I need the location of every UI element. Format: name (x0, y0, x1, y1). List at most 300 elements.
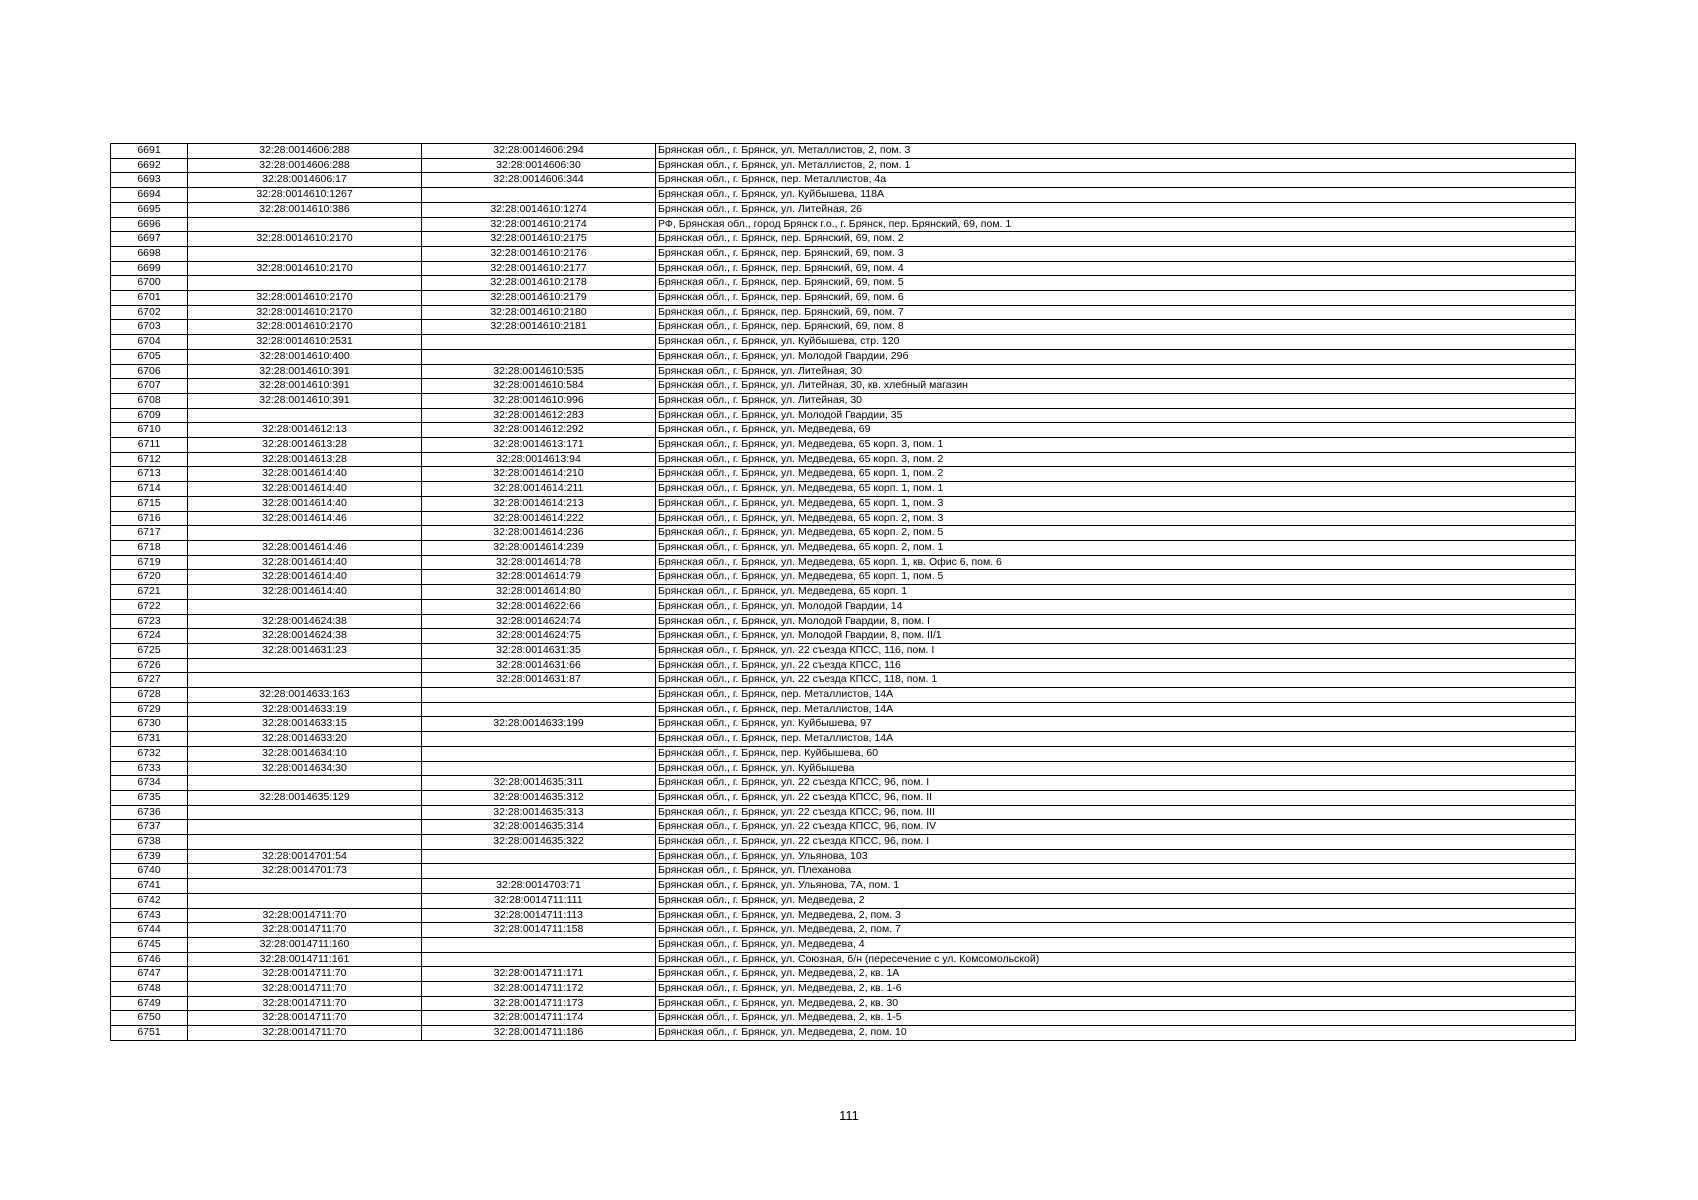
row-index-cell: 6703 (111, 320, 188, 335)
address-cell: Брянская обл., г. Брянск, ул. Куйбышева (656, 761, 1576, 776)
row-index-cell: 6699 (111, 261, 188, 276)
row-index-cell: 6715 (111, 496, 188, 511)
row-index-cell: 6693 (111, 173, 188, 188)
address-cell: Брянская обл., г. Брянск, ул. Медведева, 65 корп. 1, пом. 2 (656, 467, 1576, 482)
land-cadastral-number-cell: 32:28:0014606:17 (188, 173, 422, 188)
table-row (111, 864, 1576, 879)
land-cadastral-number-cell: 32:28:0014633:20 (188, 732, 422, 747)
land-cadastral-number-cell: 32:28:0014610:1267 (188, 188, 422, 203)
row-index-cell: 6738 (111, 835, 188, 850)
row-index-cell: 6745 (111, 937, 188, 952)
object-cadastral-number-cell: 32:28:0014610:2180 (422, 305, 656, 320)
land-cadastral-number-cell: 32:28:0014614:40 (188, 570, 422, 585)
address-cell: Брянская обл., г. Брянск, ул. Медведева, 2, кв. 1-5 (656, 1011, 1576, 1026)
page-number: 111 (839, 1108, 859, 1123)
object-cadastral-number-cell: 32:28:0014606:30 (422, 158, 656, 173)
object-cadastral-number-cell (422, 952, 656, 967)
land-cadastral-number-cell (188, 246, 422, 261)
object-cadastral-number-cell: 32:28:0014631:87 (422, 673, 656, 688)
land-cadastral-number-cell: 32:28:0014612:13 (188, 423, 422, 438)
row-index-cell: 6751 (111, 1026, 188, 1041)
object-cadastral-number-cell: 32:28:0014711:158 (422, 923, 656, 938)
address-cell: Брянская обл., г. Брянск, ул. Медведева, 65 корп. 3, пом. 2 (656, 452, 1576, 467)
object-cadastral-number-cell: 32:28:0014711:173 (422, 996, 656, 1011)
address-cell: Брянская обл., г. Брянск, ул. Медведева, 2, пом. 3 (656, 908, 1576, 923)
row-index-cell: 6728 (111, 688, 188, 703)
address-cell: Брянская обл., г. Брянск, пер. Металлистов, 14А (656, 688, 1576, 703)
address-cell: Брянская обл., г. Брянск, пер. Брянский, 69, пом. 2 (656, 232, 1576, 247)
table-row (111, 673, 1576, 688)
row-index-cell: 6727 (111, 673, 188, 688)
address-cell: Брянская обл., г. Брянск, ул. Литейная, 26 (656, 202, 1576, 217)
land-cadastral-number-cell (188, 599, 422, 614)
row-index-cell: 6731 (111, 732, 188, 747)
land-cadastral-number-cell: 32:28:0014634:30 (188, 761, 422, 776)
address-cell: Брянская обл., г. Брянск, ул. 22 съезда КПСС, 96, пом. IV (656, 820, 1576, 835)
row-index-cell: 6713 (111, 467, 188, 482)
land-cadastral-number-cell: 32:28:0014701:54 (188, 849, 422, 864)
table-row (111, 996, 1576, 1011)
address-cell: Брянская обл., г. Брянск, ул. Молодой Гвардии, 8, пом. II/1 (656, 629, 1576, 644)
table-row (111, 923, 1576, 938)
address-cell: Брянская обл., г. Брянск, ул. Медведева, 2, кв. 30 (656, 996, 1576, 1011)
table-row (111, 599, 1576, 614)
land-cadastral-number-cell: 32:28:0014711:70 (188, 923, 422, 938)
row-index-cell: 6704 (111, 335, 188, 350)
land-cadastral-number-cell: 32:28:0014624:38 (188, 629, 422, 644)
row-index-cell: 6707 (111, 379, 188, 394)
land-cadastral-number-cell (188, 408, 422, 423)
object-cadastral-number-cell (422, 849, 656, 864)
table-row (111, 805, 1576, 820)
address-cell: Брянская обл., г. Брянск, ул. Медведева, 65 корп. 1, кв. Офис 6, пом. 6 (656, 555, 1576, 570)
land-cadastral-number-cell: 32:28:0014610:400 (188, 349, 422, 364)
land-cadastral-number-cell: 32:28:0014711:70 (188, 967, 422, 982)
table-row (111, 1026, 1576, 1041)
row-index-cell: 6692 (111, 158, 188, 173)
address-cell: РФ, Брянская обл., город Брянск г.о., г. Брянск, пер. Брянский, 69, пом. 1 (656, 217, 1576, 232)
object-cadastral-number-cell: 32:28:0014635:311 (422, 776, 656, 791)
land-cadastral-number-cell: 32:28:0014711:161 (188, 952, 422, 967)
row-index-cell: 6736 (111, 805, 188, 820)
land-cadastral-number-cell: 32:28:0014634:10 (188, 746, 422, 761)
row-index-cell: 6710 (111, 423, 188, 438)
land-cadastral-number-cell: 32:28:0014711:70 (188, 982, 422, 997)
address-cell: Брянская обл., г. Брянск, пер. Брянский, 69, пом. 6 (656, 291, 1576, 306)
land-cadastral-number-cell (188, 893, 422, 908)
object-cadastral-number-cell: 32:28:0014711:186 (422, 1026, 656, 1041)
table-row (111, 173, 1576, 188)
row-index-cell: 6711 (111, 438, 188, 453)
land-cadastral-number-cell (188, 805, 422, 820)
row-index-cell: 6743 (111, 908, 188, 923)
object-cadastral-number-cell: 32:28:0014614:78 (422, 555, 656, 570)
address-cell: Брянская обл., г. Брянск, ул. Куйбышева, стр. 120 (656, 335, 1576, 350)
address-cell: Брянская обл., г. Брянск, ул. Медведева, 2, пом. 10 (656, 1026, 1576, 1041)
object-cadastral-number-cell (422, 335, 656, 350)
table-row (111, 570, 1576, 585)
object-cadastral-number-cell (422, 746, 656, 761)
object-cadastral-number-cell: 32:28:0014612:283 (422, 408, 656, 423)
table-row (111, 688, 1576, 703)
row-index-cell: 6716 (111, 511, 188, 526)
object-cadastral-number-cell: 32:28:0014610:2175 (422, 232, 656, 247)
land-cadastral-number-cell: 32:28:0014614:40 (188, 467, 422, 482)
address-cell: Брянская обл., г. Брянск, ул. 22 съезда КПСС, 96, пом. I (656, 776, 1576, 791)
object-cadastral-number-cell: 32:28:0014631:35 (422, 643, 656, 658)
table-row (111, 702, 1576, 717)
land-cadastral-number-cell: 32:28:0014610:2170 (188, 261, 422, 276)
land-cadastral-number-cell: 32:28:0014631:23 (188, 643, 422, 658)
row-index-cell: 6746 (111, 952, 188, 967)
row-index-cell: 6719 (111, 555, 188, 570)
address-cell: Брянская обл., г. Брянск, ул. Ульянова, 103 (656, 849, 1576, 864)
land-cadastral-number-cell (188, 526, 422, 541)
object-cadastral-number-cell: 32:28:0014612:292 (422, 423, 656, 438)
table-row (111, 629, 1576, 644)
object-cadastral-number-cell: 32:28:0014631:66 (422, 658, 656, 673)
row-index-cell: 6709 (111, 408, 188, 423)
row-index-cell: 6729 (111, 702, 188, 717)
object-cadastral-number-cell: 32:28:0014635:313 (422, 805, 656, 820)
address-cell: Брянская обл., г. Брянск, ул. Металлистов, 2, пом. 1 (656, 158, 1576, 173)
address-cell: Брянская обл., г. Брянск, ул. Союзная, б/н (пересечение с ул. Комсомольской) (656, 952, 1576, 967)
object-cadastral-number-cell: 32:28:0014610:535 (422, 364, 656, 379)
table-row (111, 614, 1576, 629)
table-row (111, 526, 1576, 541)
address-cell: Брянская обл., г. Брянск, ул. Литейная, 30 (656, 393, 1576, 408)
row-index-cell: 6722 (111, 599, 188, 614)
table-row (111, 790, 1576, 805)
table-row (111, 820, 1576, 835)
object-cadastral-number-cell: 32:28:0014624:74 (422, 614, 656, 629)
row-index-cell: 6730 (111, 717, 188, 732)
object-cadastral-number-cell: 32:28:0014635:312 (422, 790, 656, 805)
object-cadastral-number-cell: 32:28:0014614:211 (422, 482, 656, 497)
address-cell: Брянская обл., г. Брянск, ул. Медведева, 2, пом. 7 (656, 923, 1576, 938)
row-index-cell: 6696 (111, 217, 188, 232)
table-row (111, 746, 1576, 761)
table-row (111, 379, 1576, 394)
address-cell: Брянская обл., г. Брянск, пер. Куйбышева, 60 (656, 746, 1576, 761)
object-cadastral-number-cell: 32:28:0014610:2177 (422, 261, 656, 276)
address-cell: Брянская обл., г. Брянск, ул. Медведева, 65 корп. 1, пом. 5 (656, 570, 1576, 585)
row-index-cell: 6742 (111, 893, 188, 908)
land-cadastral-number-cell (188, 658, 422, 673)
object-cadastral-number-cell (422, 349, 656, 364)
land-cadastral-number-cell: 32:28:0014711:70 (188, 908, 422, 923)
land-cadastral-number-cell: 32:28:0014633:19 (188, 702, 422, 717)
table-row (111, 952, 1576, 967)
table-row (111, 349, 1576, 364)
table-row (111, 585, 1576, 600)
address-cell: Брянская обл., г. Брянск, ул. Медведева, 2, кв. 1А (656, 967, 1576, 982)
table-row (111, 320, 1576, 335)
row-index-cell: 6725 (111, 643, 188, 658)
land-cadastral-number-cell: 32:28:0014614:40 (188, 496, 422, 511)
object-cadastral-number-cell (422, 688, 656, 703)
row-index-cell: 6721 (111, 585, 188, 600)
table-row (111, 540, 1576, 555)
address-cell: Брянская обл., г. Брянск, ул. Молодой Гвардии, 29б (656, 349, 1576, 364)
address-cell: Брянская обл., г. Брянск, ул. Молодой Гвардии, 14 (656, 599, 1576, 614)
row-index-cell: 6739 (111, 849, 188, 864)
address-cell: Брянская обл., г. Брянск, ул. Медведева, 65 корп. 2, пом. 3 (656, 511, 1576, 526)
object-cadastral-number-cell: 32:28:0014610:2174 (422, 217, 656, 232)
registry-table-body (111, 144, 1576, 1041)
row-index-cell: 6749 (111, 996, 188, 1011)
row-index-cell: 6714 (111, 482, 188, 497)
row-index-cell: 6718 (111, 540, 188, 555)
address-cell: Брянская обл., г. Брянск, ул. Литейная, 30 (656, 364, 1576, 379)
row-index-cell: 6726 (111, 658, 188, 673)
table-row (111, 364, 1576, 379)
object-cadastral-number-cell: 32:28:0014610:584 (422, 379, 656, 394)
land-cadastral-number-cell: 32:28:0014606:288 (188, 144, 422, 159)
object-cadastral-number-cell: 32:28:0014614:210 (422, 467, 656, 482)
table-row (111, 776, 1576, 791)
object-cadastral-number-cell: 32:28:0014606:344 (422, 173, 656, 188)
table-row (111, 393, 1576, 408)
object-cadastral-number-cell: 32:28:0014635:314 (422, 820, 656, 835)
address-cell: Брянская обл., г. Брянск, ул. 22 съезда КПСС, 96, пом. II (656, 790, 1576, 805)
land-cadastral-number-cell (188, 276, 422, 291)
row-index-cell: 6735 (111, 790, 188, 805)
address-cell: Брянская обл., г. Брянск, ул. Куйбышева, 97 (656, 717, 1576, 732)
land-cadastral-number-cell: 32:28:0014624:38 (188, 614, 422, 629)
object-cadastral-number-cell: 32:28:0014610:2178 (422, 276, 656, 291)
row-index-cell: 6705 (111, 349, 188, 364)
table-row (111, 732, 1576, 747)
table-row (111, 893, 1576, 908)
table-row (111, 482, 1576, 497)
land-cadastral-number-cell: 32:28:0014610:391 (188, 379, 422, 394)
registry-table (110, 143, 1576, 1041)
table-row (111, 496, 1576, 511)
row-index-cell: 6695 (111, 202, 188, 217)
row-index-cell: 6741 (111, 879, 188, 894)
land-cadastral-number-cell: 32:28:0014711:70 (188, 996, 422, 1011)
address-cell: Брянская обл., г. Брянск, пер. Металлистов, 14А (656, 702, 1576, 717)
table-row (111, 835, 1576, 850)
object-cadastral-number-cell (422, 188, 656, 203)
land-cadastral-number-cell: 32:28:0014614:40 (188, 482, 422, 497)
object-cadastral-number-cell (422, 702, 656, 717)
object-cadastral-number-cell: 32:28:0014614:236 (422, 526, 656, 541)
land-cadastral-number-cell (188, 835, 422, 850)
land-cadastral-number-cell: 32:28:0014610:391 (188, 393, 422, 408)
table-row (111, 658, 1576, 673)
object-cadastral-number-cell: 32:28:0014711:174 (422, 1011, 656, 1026)
table-row (111, 555, 1576, 570)
land-cadastral-number-cell: 32:28:0014614:46 (188, 540, 422, 555)
address-cell: Брянская обл., г. Брянск, ул. Медведева, 65 корп. 3, пом. 1 (656, 438, 1576, 453)
object-cadastral-number-cell: 32:28:0014711:113 (422, 908, 656, 923)
object-cadastral-number-cell: 32:28:0014614:213 (422, 496, 656, 511)
row-index-cell: 6702 (111, 305, 188, 320)
row-index-cell: 6744 (111, 923, 188, 938)
object-cadastral-number-cell: 32:28:0014614:222 (422, 511, 656, 526)
land-cadastral-number-cell: 32:28:0014606:288 (188, 158, 422, 173)
table-row (111, 276, 1576, 291)
land-cadastral-number-cell: 32:28:0014614:46 (188, 511, 422, 526)
object-cadastral-number-cell: 32:28:0014613:171 (422, 438, 656, 453)
land-cadastral-number-cell (188, 820, 422, 835)
land-cadastral-number-cell: 32:28:0014635:129 (188, 790, 422, 805)
row-index-cell: 6733 (111, 761, 188, 776)
land-cadastral-number-cell: 32:28:0014610:2170 (188, 320, 422, 335)
table-row (111, 305, 1576, 320)
object-cadastral-number-cell: 32:28:0014610:1274 (422, 202, 656, 217)
address-cell: Брянская обл., г. Брянск, ул. Молодой Гвардии, 8, пом. I (656, 614, 1576, 629)
object-cadastral-number-cell (422, 864, 656, 879)
address-cell: Брянская обл., г. Брянск, ул. 22 съезда КПСС, 116 (656, 658, 1576, 673)
address-cell: Брянская обл., г. Брянск, ул. Плеханова (656, 864, 1576, 879)
table-row (111, 717, 1576, 732)
address-cell: Брянская обл., г. Брянск, ул. 22 съезда КПСС, 116, пом. I (656, 643, 1576, 658)
address-cell: Брянская обл., г. Брянск, ул. 22 съезда КПСС, 96, пом. I (656, 835, 1576, 850)
object-cadastral-number-cell: 32:28:0014614:79 (422, 570, 656, 585)
land-cadastral-number-cell: 32:28:0014610:391 (188, 364, 422, 379)
row-index-cell: 6701 (111, 291, 188, 306)
table-row (111, 232, 1576, 247)
row-index-cell: 6740 (111, 864, 188, 879)
address-cell: Брянская обл., г. Брянск, пер. Брянский, 69, пом. 7 (656, 305, 1576, 320)
row-index-cell: 6737 (111, 820, 188, 835)
table-row (111, 908, 1576, 923)
land-cadastral-number-cell: 32:28:0014633:15 (188, 717, 422, 732)
object-cadastral-number-cell: 32:28:0014610:996 (422, 393, 656, 408)
object-cadastral-number-cell: 32:28:0014633:199 (422, 717, 656, 732)
land-cadastral-number-cell: 32:28:0014613:28 (188, 438, 422, 453)
table-row (111, 261, 1576, 276)
address-cell: Брянская обл., г. Брянск, пер. Брянский, 69, пом. 4 (656, 261, 1576, 276)
address-cell: Брянская обл., г. Брянск, пер. Металлистов, 14А (656, 732, 1576, 747)
row-index-cell: 6732 (111, 746, 188, 761)
object-cadastral-number-cell: 32:28:0014613:94 (422, 452, 656, 467)
object-cadastral-number-cell: 32:28:0014711:172 (422, 982, 656, 997)
land-cadastral-number-cell: 32:28:0014701:73 (188, 864, 422, 879)
land-cadastral-number-cell: 32:28:0014633:163 (188, 688, 422, 703)
table-row (111, 761, 1576, 776)
row-index-cell: 6700 (111, 276, 188, 291)
object-cadastral-number-cell (422, 937, 656, 952)
row-index-cell: 6750 (111, 1011, 188, 1026)
row-index-cell: 6691 (111, 144, 188, 159)
land-cadastral-number-cell: 32:28:0014610:2170 (188, 291, 422, 306)
address-cell: Брянская обл., г. Брянск, ул. Медведева, 65 корп. 1, пом. 1 (656, 482, 1576, 497)
row-index-cell: 6747 (111, 967, 188, 982)
address-cell: Брянская обл., г. Брянск, ул. Литейная, 30, кв. хлебный магазин (656, 379, 1576, 394)
table-row (111, 467, 1576, 482)
table-row (111, 335, 1576, 350)
address-cell: Брянская обл., г. Брянск, ул. Медведева, 65 корп. 1 (656, 585, 1576, 600)
land-cadastral-number-cell: 32:28:0014614:40 (188, 555, 422, 570)
table-row (111, 1011, 1576, 1026)
object-cadastral-number-cell: 32:28:0014610:2176 (422, 246, 656, 261)
row-index-cell: 6694 (111, 188, 188, 203)
address-cell: Брянская обл., г. Брянск, ул. 22 съезда КПСС, 96, пом. III (656, 805, 1576, 820)
object-cadastral-number-cell: 32:28:0014624:75 (422, 629, 656, 644)
address-cell: Брянская обл., г. Брянск, ул. Медведева, 65 корп. 2, пом. 5 (656, 526, 1576, 541)
object-cadastral-number-cell: 32:28:0014610:2181 (422, 320, 656, 335)
address-cell: Брянская обл., г. Брянск, ул. 22 съезда КПСС, 118, пом. 1 (656, 673, 1576, 688)
table-row (111, 452, 1576, 467)
row-index-cell: 6697 (111, 232, 188, 247)
row-index-cell: 6720 (111, 570, 188, 585)
row-index-cell: 6698 (111, 246, 188, 261)
object-cadastral-number-cell: 32:28:0014711:111 (422, 893, 656, 908)
address-cell: Брянская обл., г. Брянск, ул. Ульянова, 7А, пом. 1 (656, 879, 1576, 894)
object-cadastral-number-cell (422, 732, 656, 747)
object-cadastral-number-cell: 32:28:0014703:71 (422, 879, 656, 894)
address-cell: Брянская обл., г. Брянск, ул. Медведева, 2, кв. 1-6 (656, 982, 1576, 997)
land-cadastral-number-cell: 32:28:0014610:2170 (188, 305, 422, 320)
table-row (111, 246, 1576, 261)
address-cell: Брянская обл., г. Брянск, пер. Металлистов, 4а (656, 173, 1576, 188)
land-cadastral-number-cell: 32:28:0014610:2531 (188, 335, 422, 350)
row-index-cell: 6708 (111, 393, 188, 408)
object-cadastral-number-cell: 32:28:0014711:171 (422, 967, 656, 982)
address-cell: Брянская обл., г. Брянск, пер. Брянский, 69, пом. 8 (656, 320, 1576, 335)
land-cadastral-number-cell: 32:28:0014610:2170 (188, 232, 422, 247)
address-cell: Брянская обл., г. Брянск, пер. Брянский, 69, пом. 5 (656, 276, 1576, 291)
row-index-cell: 6724 (111, 629, 188, 644)
land-cadastral-number-cell: 32:28:0014711:70 (188, 1011, 422, 1026)
land-cadastral-number-cell (188, 879, 422, 894)
object-cadastral-number-cell: 32:28:0014614:80 (422, 585, 656, 600)
address-cell: Брянская обл., г. Брянск, пер. Брянский, 69, пом. 3 (656, 246, 1576, 261)
table-row (111, 423, 1576, 438)
table-row (111, 217, 1576, 232)
table-row (111, 982, 1576, 997)
address-cell: Брянская обл., г. Брянск, ул. Медведева, 69 (656, 423, 1576, 438)
address-cell: Брянская обл., г. Брянск, ул. Молодой Гвардии, 35 (656, 408, 1576, 423)
table-row (111, 202, 1576, 217)
table-row (111, 643, 1576, 658)
table-row (111, 937, 1576, 952)
row-index-cell: 6748 (111, 982, 188, 997)
object-cadastral-number-cell: 32:28:0014622:66 (422, 599, 656, 614)
address-cell: Брянская обл., г. Брянск, ул. Куйбышева, 118А (656, 188, 1576, 203)
land-cadastral-number-cell: 32:28:0014614:40 (188, 585, 422, 600)
row-index-cell: 6717 (111, 526, 188, 541)
address-cell: Брянская обл., г. Брянск, ул. Медведева, 2 (656, 893, 1576, 908)
address-cell: Брянская обл., г. Брянск, ул. Медведева, 65 корп. 1, пом. 3 (656, 496, 1576, 511)
table-row (111, 967, 1576, 982)
land-cadastral-number-cell (188, 776, 422, 791)
table-row (111, 849, 1576, 864)
land-cadastral-number-cell (188, 217, 422, 232)
land-cadastral-number-cell: 32:28:0014610:386 (188, 202, 422, 217)
address-cell: Брянская обл., г. Брянск, ул. Медведева, 65 корп. 2, пом. 1 (656, 540, 1576, 555)
table-row (111, 408, 1576, 423)
table-row (111, 291, 1576, 306)
table-row (111, 511, 1576, 526)
table-row (111, 144, 1576, 159)
table-row (111, 438, 1576, 453)
object-cadastral-number-cell: 32:28:0014610:2179 (422, 291, 656, 306)
table-row (111, 879, 1576, 894)
table-row (111, 158, 1576, 173)
row-index-cell: 6706 (111, 364, 188, 379)
land-cadastral-number-cell: 32:28:0014711:160 (188, 937, 422, 952)
land-cadastral-number-cell: 32:28:0014711:70 (188, 1026, 422, 1041)
object-cadastral-number-cell: 32:28:0014606:294 (422, 144, 656, 159)
object-cadastral-number-cell (422, 761, 656, 776)
row-index-cell: 6723 (111, 614, 188, 629)
address-cell: Брянская обл., г. Брянск, ул. Медведева, 4 (656, 937, 1576, 952)
